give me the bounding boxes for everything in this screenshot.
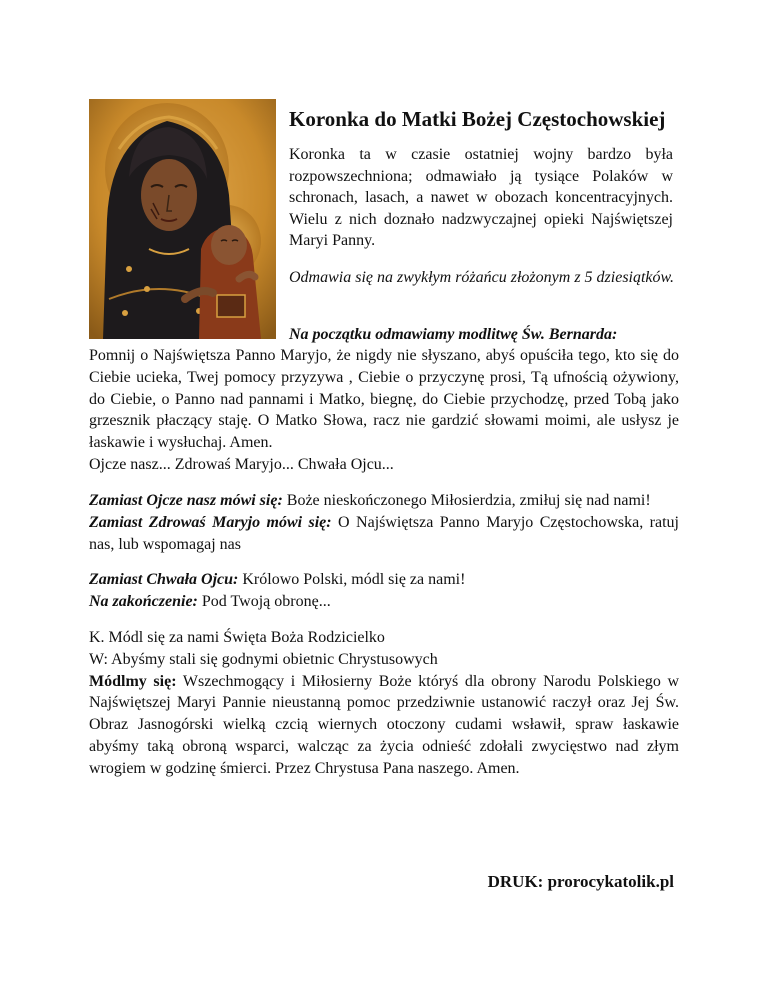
replacements-section-1 — [89, 490, 679, 555]
madonna-icon-image — [89, 99, 276, 339]
intro-paragraph: Koronka ta w czasie ostatniej wojny bardzo była rozpowszechniona; odmawiało ją tysiące Polaków w schronach, lasach, a nawet w obozach koncentracyjnych. Wielu z nich doznało nadzwyczajnej opieki Najświętszej Maryi Panny. — [289, 146, 673, 249]
gospel-book — [217, 295, 245, 317]
page-title: Koronka do Matki Bożej Częstochowskiej — [289, 107, 666, 131]
replacement-ojcze-text: Boże nieskończonego Miłosierdzia, zmiłuj się nad nami! — [282, 492, 651, 509]
response-line: W: Abyśmy stali się godnymi obietnic Chrystusowych — [89, 650, 438, 668]
bernard-prayer-section — [89, 345, 679, 476]
replacement-zdrowas-text: O Najświętsza Panno Maryjo Częstochowska, ratuj nas, lub wspomagaj nas — [89, 513, 680, 553]
replacement-zdrowas — [89, 512, 679, 556]
print-credit: DRUK: prorocykatolik.pl — [487, 872, 674, 891]
replacement-end-label: Na zakończenie: — [89, 592, 198, 610]
closing-prayer-section — [89, 627, 679, 780]
child-face — [211, 225, 247, 265]
replacement-ojcze-label: Zamiast Ojcze nasz mówi się: — [89, 492, 283, 509]
bernard-prayer-text: Pomnij o Najświętsza Panno Maryjo, że nigdy nie słyszano, abyś opuściła tego, kto się do Ciebie ucieka, Twej pomocy przyzywa , Ciebie o przyczynę prosi, Tą ufnością ożywiony, do Ciebie, o Panno nad pannami i Matko, biegnę, do Ciebie przychodzę, przed Tobą jako grzesznik płaczący staję. O Matko Słowa, racz nie gardzić słowami moimi, ale usłysz je łaskawie i wysłuchaj. Amen. — [89, 347, 679, 452]
prayers-line: Ojcze nasz... Zdrowaś Maryjo... Chwała Ojcu... — [89, 455, 394, 473]
madonna-icon-illustration — [89, 99, 276, 339]
replacement-ojcze — [89, 490, 679, 512]
replacement-chwala — [89, 569, 679, 591]
versicle-line: K. Módl się za nami Święta Boża Rodzicielko — [89, 629, 385, 646]
replacement-chwala-label: Zamiast Chwała Ojcu: — [89, 571, 239, 588]
instruction-line: Odmawia się na zwykłym różańcu złożonym z 5 dziesiątków. — [289, 269, 675, 286]
replacement-zdrowas-label: Zamiast Zdrowaś Maryjo mówi się: — [89, 513, 332, 531]
bernard-heading: Na początku odmawiamy modlitwę Św. Bernarda: — [289, 326, 618, 343]
closing-prayer-label: Módlmy się: — [89, 672, 177, 690]
replacements-section-2 — [89, 569, 679, 613]
replacement-end — [89, 591, 679, 613]
replacement-end-text: Pod Twoją obronę... — [197, 592, 331, 610]
closing-prayer — [89, 671, 679, 780]
replacement-chwala-text: Królowo Polski, módl się za nami! — [238, 571, 466, 588]
closing-prayer-text: Wszechmogący i Miłosierny Boże któryś dla obrony Narodu Polskiego w Najświętszej Maryi Pannie nieustanną pomoc przedziwnie ustanowić raczył oraz Jej Św. Obraz Jasnogórski wielką czcią wiernych otoczony cudami wsławił, spraw łaskawie abyśmy taką obroną wsparci, walcząc za życia odnieść zdołali zwycięstwo nad złym wrogiem w godzinę śmierci. Przez Chrystusa Pana naszego. Amen. — [89, 672, 680, 777]
